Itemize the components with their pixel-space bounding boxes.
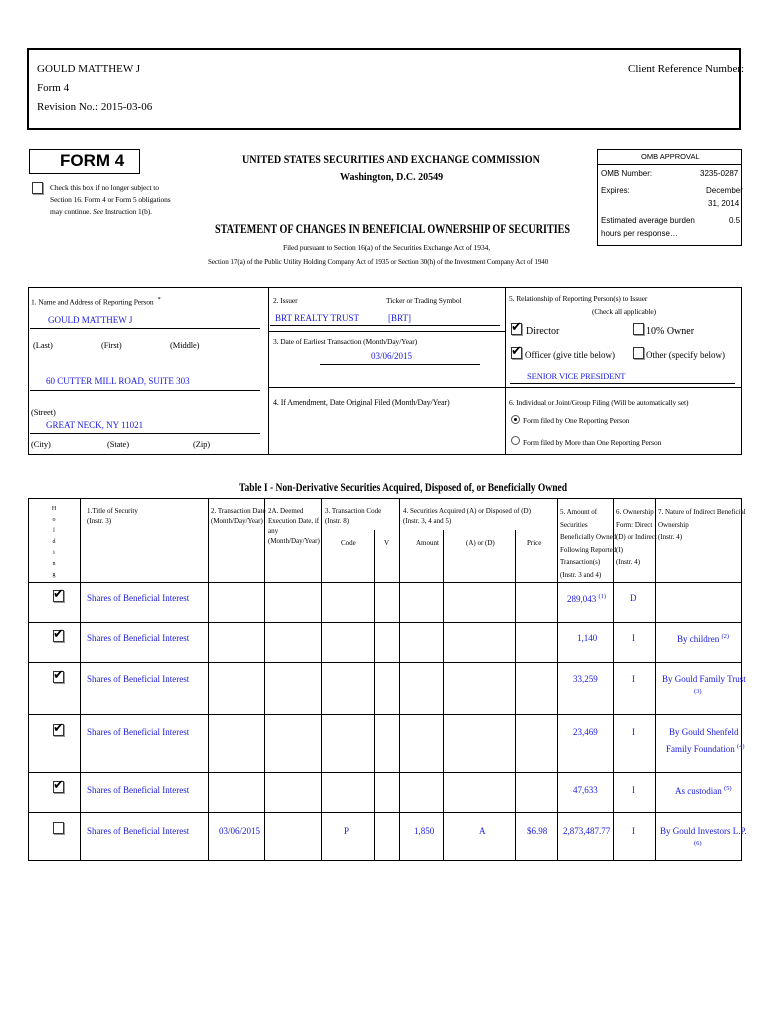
issuer-ticker[interactable]: [BRT] — [388, 313, 411, 323]
revision: Revision No.: 2015-03-06 — [37, 101, 153, 113]
street-label: (Street) — [31, 407, 56, 417]
filed-pursuant-2: Section 17(a) of the Public Utility Holding Company Act of 1935 or Section 30(h) of the Investment Company Act of 1940 — [208, 257, 549, 266]
row6-note: (6) — [694, 840, 702, 847]
omb-burden-label-1: Estimated average burden — [601, 216, 695, 225]
row1-owned[interactable]: 289,043 $^{(1)}$ — [567, 593, 607, 604]
row3-nature[interactable]: By Gould Family Trust — [662, 674, 746, 684]
relationship-sub: (Check all applicable) — [592, 307, 657, 316]
col-v: V — [384, 539, 390, 547]
col-transaction-date: 2. Transaction Date (Month/Day/Year) — [211, 507, 266, 525]
row3-note: (3) — [694, 688, 702, 695]
col-deemed-execution-date: 2A. Deemed Execution Date, if any (Month/Day/Year) — [268, 507, 320, 545]
row6-form[interactable]: I — [632, 826, 635, 836]
omb-expires-label: Expires: — [601, 186, 630, 195]
last-label: (Last) — [33, 340, 53, 350]
table1-title: Table I - Non-Derivative Securities Acquired, Disposed of, or Beneficially Owned — [239, 482, 568, 494]
row4-owned[interactable]: 23,469 — [573, 727, 598, 737]
omb-number-label: OMB Number: — [601, 169, 653, 178]
officer-checkbox[interactable] — [511, 347, 522, 359]
no-longer-subject-checkbox[interactable] — [32, 182, 43, 194]
row1-title[interactable]: Shares of Beneficial Interest — [87, 593, 190, 603]
row4-title[interactable]: Shares of Beneficial Interest — [87, 727, 190, 737]
holding-vertical-label: H o l d i n g — [51, 506, 57, 578]
filed-pursuant-1: Filed pursuant to Section 16(a) of the Securities Exchange Act of 1934, — [283, 243, 491, 252]
omb-number-value: 3235-0287 — [700, 169, 739, 178]
row4-form[interactable]: I — [632, 727, 635, 737]
row3-title[interactable]: Shares of Beneficial Interest — [87, 674, 190, 684]
col-amount-owned: 5. Amount of Securities Beneficially Owned Following Reported Transaction(s) (Instr. 3 and 4) — [560, 508, 617, 579]
row3-holding-checkbox[interactable] — [53, 671, 64, 683]
client-ref-label: Client Reference Number: — [628, 63, 745, 75]
row2-holding-checkbox[interactable] — [53, 630, 64, 642]
row6-amount[interactable]: 1,850 — [414, 826, 435, 836]
first-label: (First) — [101, 340, 122, 350]
filer-name: GOULD MATTHEW J — [37, 63, 141, 75]
col-nature-indirect: 7. Nature of Indirect Beneficial Ownership (Instr. 4) — [658, 508, 746, 541]
earliest-date-label: 3. Date of Earliest Transaction (Month/Day/Year) — [273, 337, 417, 346]
one-person-label: Form filed by One Reporting Person — [523, 416, 630, 425]
zip-label: (Zip) — [193, 439, 210, 449]
statement-title: STATEMENT OF CHANGES IN BENEFICIAL OWNERSHIP OF SECURITIES — [215, 221, 571, 236]
more-person-radio[interactable] — [511, 436, 520, 445]
row2-form[interactable]: I — [632, 633, 635, 643]
row3-form[interactable]: I — [632, 674, 635, 684]
omb-title: OMB APPROVAL — [641, 152, 700, 161]
ten-pct-owner-label: 10% Owner — [646, 326, 695, 337]
officer-label: Officer (give title below) — [525, 350, 616, 360]
agency-city: Washington, D.C. 20549 — [340, 172, 444, 183]
row1-holding-checkbox[interactable] — [53, 590, 64, 602]
issuer-name[interactable]: BRT REALTY TRUST — [275, 313, 359, 323]
row6-a-or-d[interactable]: A — [479, 826, 486, 836]
row5-title[interactable]: Shares of Beneficial Interest — [87, 785, 190, 795]
director-checkbox[interactable] — [511, 323, 522, 335]
row5-form[interactable]: I — [632, 785, 635, 795]
other-checkbox[interactable] — [633, 347, 644, 359]
omb-expires-value-1: December — [706, 186, 743, 195]
row6-date[interactable]: 03/06/2015 — [219, 826, 261, 836]
omb-burden-label-2: hours per response… — [601, 229, 678, 238]
row6-nature[interactable]: By Gould Investors L.P. — [660, 826, 747, 836]
row4-holding-checkbox[interactable] — [53, 724, 64, 736]
omb-expires-value-2: 31, 2014 — [708, 199, 740, 208]
row4-nature[interactable]: By Gould Shenfeld — [669, 727, 739, 737]
row5-holding-checkbox[interactable] — [53, 781, 64, 793]
row4-nature-line2[interactable]: Family Foundation $^{(4)}$ — [666, 743, 745, 754]
issuer-label: 2. Issuer — [273, 296, 298, 305]
row2-title[interactable]: Shares of Beneficial Interest — [87, 633, 190, 643]
row6-owned[interactable]: 2,873,487.77 — [563, 826, 611, 836]
amendment-label: 4. If Amendment, Date Original Filed (Month/Day/Year) — [273, 398, 450, 407]
col-securities-acquired: 4. Securities Acquired (A) or Disposed of (D) (Instr. 3, 4 and 5) — [403, 507, 531, 525]
city-label: (City) — [31, 439, 51, 449]
more-person-label: Form filed by More than One Reporting Person — [523, 438, 662, 447]
col-a-or-d: (A) or (D) — [466, 539, 495, 547]
row3-owned[interactable]: 33,259 — [573, 674, 598, 684]
other-label: Other (specify below) — [646, 350, 725, 360]
middle-label: (Middle) — [170, 340, 200, 350]
form4-title: FORM 4 — [60, 151, 125, 170]
omb-burden-value: 0.5 — [729, 216, 741, 225]
address-value[interactable]: 60 CUTTER MILL ROAD, SUITE 303 — [46, 376, 190, 386]
ticker-label: Ticker or Trading Symbol — [386, 296, 462, 305]
col-title-of-security: 1.Title of Security (Instr. 3) — [87, 507, 138, 525]
earliest-date[interactable]: 03/06/2015 — [371, 351, 413, 361]
col-ownership-form: 6. Ownership Form: Direct (D) or Indirect (I) (Instr. 4) — [616, 508, 657, 566]
row6-code[interactable]: P — [344, 826, 350, 836]
row5-nature[interactable]: As custodian $^{(5)}$ — [675, 785, 732, 796]
reporting-person-label: 1. Name and Address of Reporting Person * — [31, 296, 161, 307]
row5-owned[interactable]: 47,633 — [573, 785, 598, 795]
col-code: Code — [341, 539, 356, 547]
agency-name: UNITED STATES SECURITIES AND EXCHANGE COMMISSION — [242, 152, 540, 166]
row6-title[interactable]: Shares of Beneficial Interest — [87, 826, 190, 836]
header-box — [27, 48, 741, 130]
row1-form[interactable]: D — [630, 593, 637, 603]
filing-label: 6. Individual or Joint/Group Filing (Will be automatically set) — [509, 398, 689, 407]
one-person-radio[interactable] — [511, 415, 520, 424]
relationship-label: 5. Relationship of Reporting Person(s) to Issuer — [509, 294, 648, 303]
officer-title[interactable]: SENIOR VICE PRESIDENT — [527, 371, 626, 381]
form-label: Form 4 — [37, 82, 70, 94]
row2-owned[interactable]: 1,140 — [577, 633, 598, 643]
director-label: Director — [526, 326, 560, 337]
row2-nature[interactable]: By children $^{(2)}$ — [677, 633, 730, 644]
col-amount: Amount — [416, 539, 439, 547]
row6-holding-checkbox[interactable] — [53, 822, 64, 834]
state-label: (State) — [107, 439, 129, 449]
col-price: Price — [527, 539, 542, 547]
ten-pct-owner-checkbox[interactable] — [633, 323, 644, 335]
col-transaction-code: 3. Transaction Code (Instr. 8) — [325, 507, 382, 525]
no-longer-subject-text: Check this box if no longer subject to Section 16. Form 4 or Form 5 obligations may continue. See Instruction 1(b). — [50, 183, 171, 216]
city-line-value[interactable]: GREAT NECK, NY 11021 — [46, 420, 144, 430]
row6-price[interactable]: $6.98 — [527, 826, 548, 836]
reporting-person-name[interactable]: GOULD MATTHEW J — [48, 315, 133, 325]
